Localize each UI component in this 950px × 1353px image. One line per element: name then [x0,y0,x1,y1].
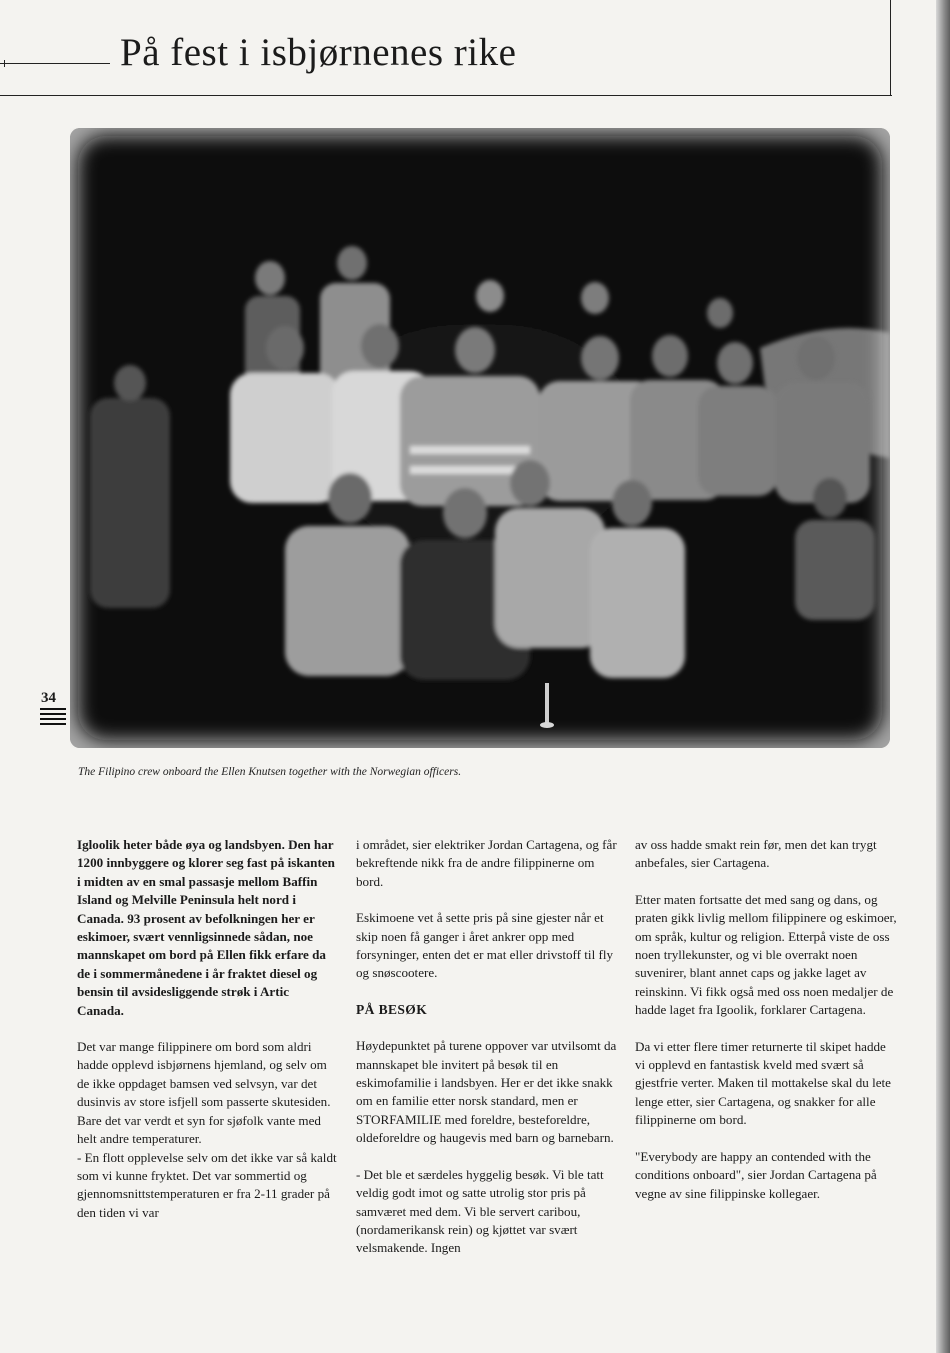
text-column-3 [635,836,897,1221]
title-lead-tick [4,60,11,67]
section-subheading: PÅ BESØK [356,1001,428,1017]
page-number-marker [40,690,68,736]
body-paragraph: - Det ble et særdeles hyggelig besøk. Vi ble tatt veldig godt imot og satte utrolig stor pris på samværet med dem. Vi ble servert caribou, (nordamerikansk rein) og kjøttet var svært velsmakende. Ingen [356,1166,604,1256]
body-paragraph: i området, sier elektriker Jordan Cartagena, og får bekreftende nikk fra de andre filippinerne om bord. [356,837,617,889]
title-lead-line [0,63,110,64]
body-paragraph: "Everybody are happy an contended with the conditions onboard", sier Jordan Cartagena på vegne av sine filippinske kollegaer. [635,1148,877,1201]
page-number-lines [40,708,66,728]
body-paragraph: Etter maten fortsatte det med sang og dans, og praten gikk livlig mellom filippinere og eskimoer, om språk, kultur og religion. Etterpå viste de oss noen tryllekunster, og vi ble overrakt noen suvenirer, blant annet caps og jakke laget av reinskinn. Vi fikk også med oss noen medaljer de hadde laget fra Igoolik, forklarer Cartagena. [635,891,897,1018]
text-column-1 [77,836,339,1240]
lead-paragraph: Igloolik heter både øya og landsbyen. Den har 1200 innbyggere og klorer seg fast på iskanten i midten av en smal passasje mellom Baffin Island og Melville Peninsula helt nord i Canada. 93 prosent av befolkningen her er eskimoer, svært vennligsinnede sådan, noe mannskapet om bord på Ellen fikk erfare da de i sommermånedene i år fraktet diesel og bensin til avsidesliggende strøk i Artic Canada. [77,837,335,1018]
crew-photo-image [70,128,890,748]
header-vertical-rule [890,0,891,96]
photo-caption: The Filipino crew onboard the Ellen Knutsen together with the Norwegian officers. [78,766,462,778]
body-paragraph: av oss hadde smakt rein før, men det kan trygt anbefales, sier Cartagena. [635,837,877,871]
page-number: 34 [41,690,56,706]
body-paragraph: Da vi etter flere timer returnerte til skipet hadde vi opplevd en fantastisk kveld med svært så gjestfrie verter. Maken til mottakelse skal du lete lenge etter, sier Cartagena, og snakker for alle filippinerne om bord. [635,1038,891,1128]
body-paragraph: Eskimoene vet å sette pris på sine gjester når et skip noen få ganger i året ankrer opp med forsyninger, enten det er mat eller drivstoff til fly og snøscootere. [356,910,614,981]
header-rule [0,95,892,96]
body-paragraph: - En flott opplevelse selv om det ikke var så kaldt som vi kunne fryktet. Det var sommertid og gjennomsnittstemperaturen er fra 2-11 grader på den tiden vi var [77,1149,337,1220]
scan-edge-shadow [936,0,950,1353]
crew-photo [70,128,890,748]
article-title: På fest i isbjørnenes rike [120,31,517,74]
body-paragraph: Det var mange filippinere om bord som aldri hadde opplevd isbjørnens hjemland, og selv om de ikke oppdaget bamsen ved selvsyn, var det dusinvis av store isfjell som passerte skutesiden. Bare det var verdt et syn for sjøfolk vante med helt andre temperaturer. [77,1039,331,1147]
body-paragraph: Høydepunktet på turene oppover var utvilsomt da mannskapet ble invitert på besøk til en eskimofamilie i landsbyen. Her er det ikke snakk om en familie etter norsk standard, men er STORFAMILIE med foreldre, besteforeldre, oldeforeldre og haugevis med barn og barnebarn. [356,1038,617,1146]
text-column-2 [356,836,618,1276]
